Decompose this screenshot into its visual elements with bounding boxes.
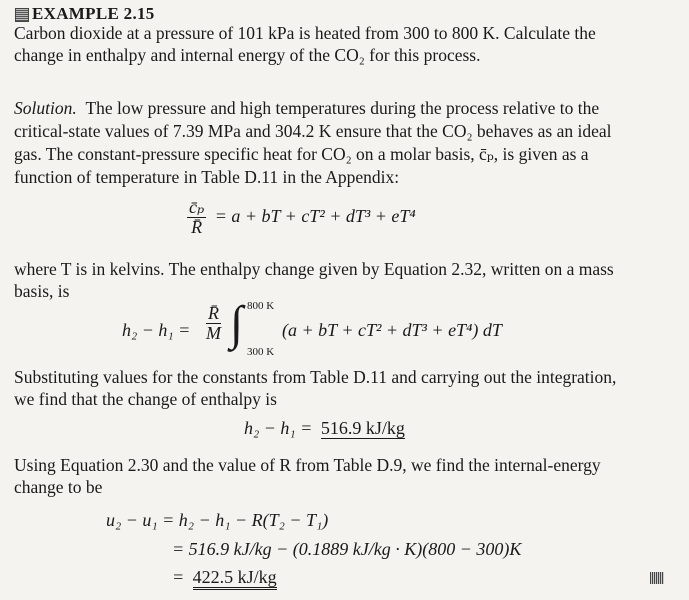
enthalpy-result-value: 516.9 kJ/kg [320, 418, 405, 438]
para2-line-2: basis, is [14, 281, 70, 301]
internal-energy-line-3 [172, 567, 277, 590]
enthalpy-lhs: h₂ − h₁ = [122, 320, 191, 340]
para3-line-1: Substituting values for the constants from Table D.11 and carrying out the integration, [14, 367, 617, 387]
solution-line-4: function of temperature in Table D.11 in the Appendix: [14, 167, 400, 187]
integral-upper-limit: 800 K [247, 300, 275, 312]
statement-line-2: change in enthalpy and internal energy of the CO₂ for this process. [14, 45, 481, 65]
internal-energy-line-1: u₂ − u₁ = h₂ − h₁ − R(T₂ − T₁) [106, 510, 329, 530]
example-title: EXAMPLE 2.15 [32, 4, 155, 23]
integrand: (a + bT + cT² + dT³ + eT⁴) dT [282, 320, 502, 340]
para4-line-1: Using Equation 2.30 and the value of R from Table D.9, we find the internal-energy [14, 455, 601, 475]
cp-numerator: c̄ₚ [189, 197, 205, 217]
solution-label: Solution. [14, 98, 77, 118]
internal-energy-line-2: = 516.9 kJ/kg − (0.1889 kJ/kg · K)(800 − 300)K [172, 539, 522, 559]
end-of-example-icon [650, 572, 664, 584]
cp-over-r-fraction [187, 198, 206, 237]
equation-enthalpy-result [244, 418, 405, 439]
solution-line-1 [14, 97, 599, 119]
equation-cp-polynomial [187, 198, 416, 237]
solution-line-2: critical-state values of 7.39 MPa and 304.2 K ensure that the CO₂ behaves as an ideal [14, 121, 612, 141]
cp-polynomial-rhs: = a + bT + cT² + dT³ + eT⁴ [214, 205, 416, 226]
internal-energy-equals: = [172, 567, 185, 587]
solution-text-1: The low pressure and high temperatures during the process relative to the [85, 98, 600, 118]
m-denominator: M [206, 323, 221, 343]
para3-line-2: we find that the change of enthalpy is [14, 389, 277, 409]
enthalpy-result-lhs: h₂ − h₁ = [244, 418, 313, 438]
internal-energy-result-value: 422.5 kJ/kg [193, 567, 277, 590]
solution-line-3: gas. The constant-pressure specific heat for CO₂ on a molar basis, c̄ₚ, is given as a [14, 144, 589, 164]
integral-sign: ∫ [230, 297, 244, 350]
integral-lower-limit: 300 K [247, 346, 275, 358]
para4-line-2: change to be [14, 477, 103, 497]
statement-line-1: Carbon dioxide at a pressure of 101 kPa is heated from 300 to 800 K. Calculate the [14, 23, 596, 43]
para2-line-1: where T is in kelvins. The enthalpy change given by Equation 2.32, written on a mass [14, 259, 614, 279]
r-bar-numerator: R̄ [208, 303, 219, 323]
r-denominator: R̄ [191, 217, 203, 237]
r-over-m-fraction [206, 304, 221, 343]
square-bullet-icon [15, 8, 29, 22]
